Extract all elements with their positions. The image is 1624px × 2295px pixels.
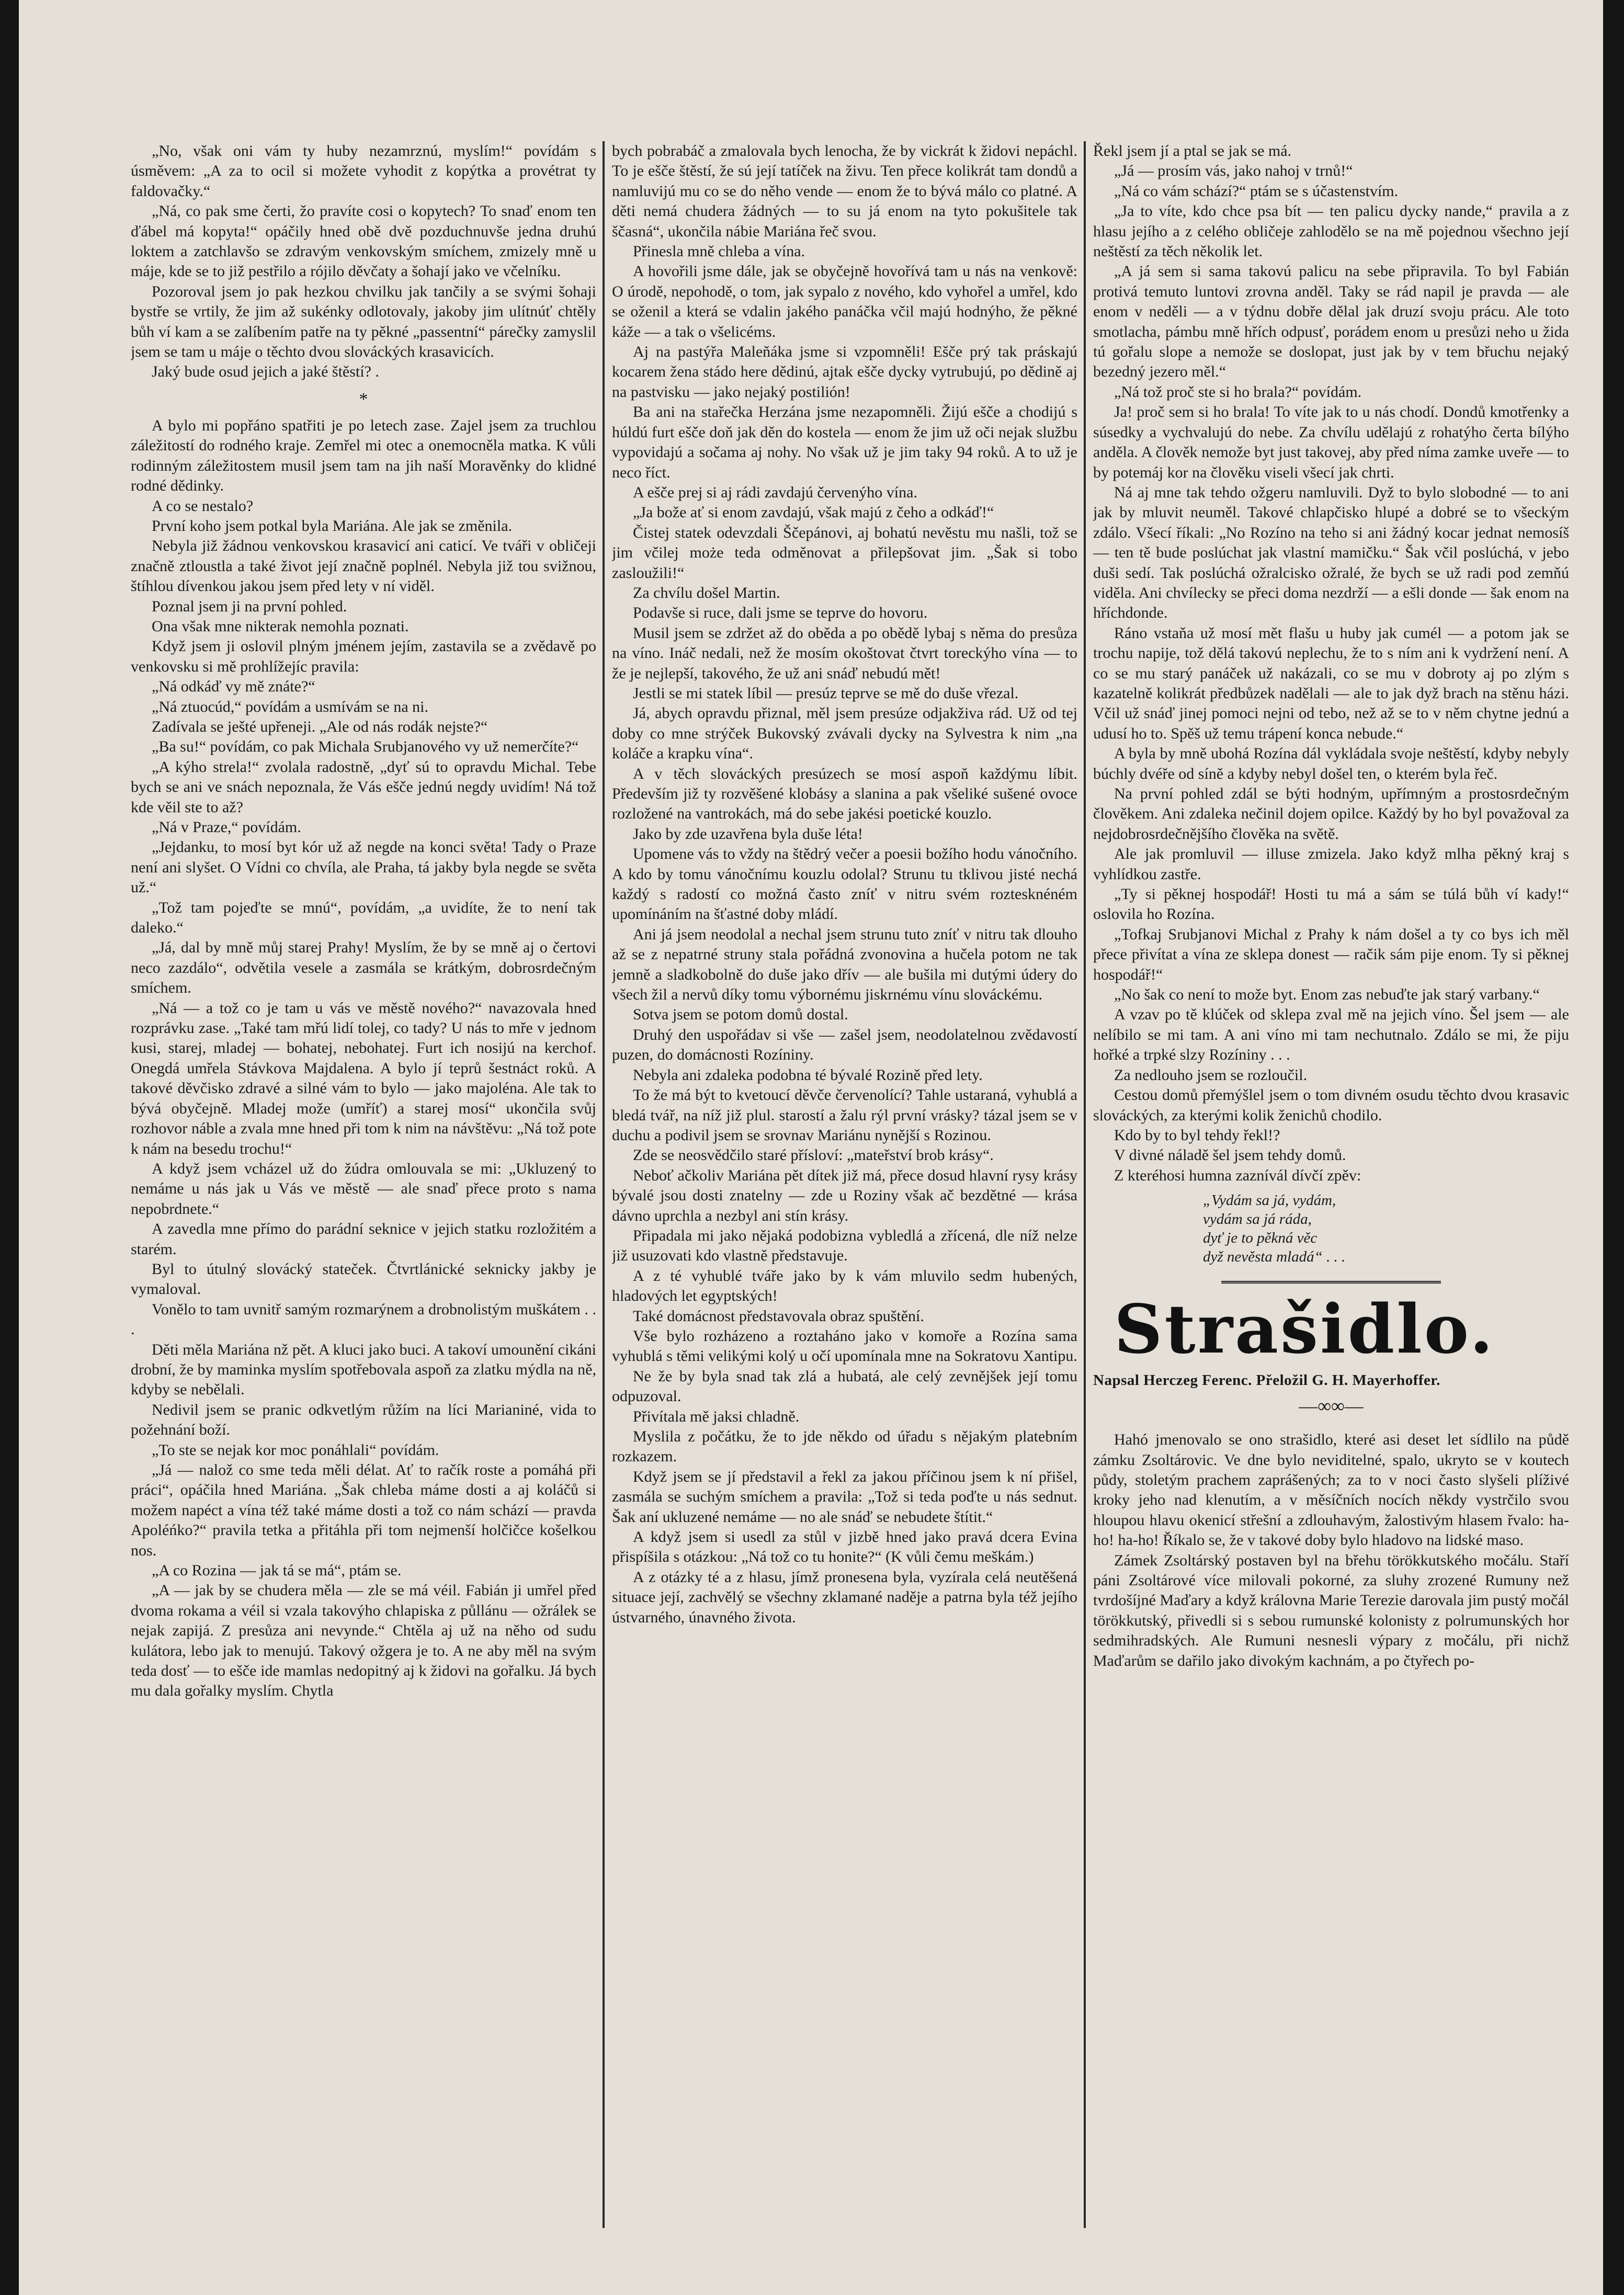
paragraph: Za chvílu došel Martin. [633,584,780,601]
paragraph: „Ná tož proč ste si ho brala?“ povídám. [1114,383,1362,401]
paragraph: „Já, dal by mně můj starej Prahy! Myslím, že by se mně aj o čertovi neco zazdálo“, odvětila vesele a zasmála se krátkým, dobrosrdečným smíchem. [131,939,596,997]
paragraph: Poznal jsem ji na první pohled. [152,597,347,615]
paragraph: „Ná ztuocúd,“ povídám a usmívám se na ni. [152,698,429,715]
paragraph: „Tož tam pojeďte se mnú“, povídám, „a uvidíte, že to není tak daleko.“ [131,899,596,937]
paragraph: A co se nestalo? [152,497,254,515]
paragraph: A bylo mi popřáno spatřiti je po letech zase. Zajel jsem za truchlou záležitostí do rodného kraje. Zemřel mi otec a onemocněla matka. K vůli rodinným záležitostem musil jsem tam na jih naší Moravěnky do klidné rodné dědinky. [131,416,596,495]
paragraph: Sotva jsem se potom domů dostal. [633,1006,848,1024]
paragraph: To že má být to kvetoucí děvče červenolící? Tahle ustaraná, vyhublá a bledá tvář, na níž již plul. starostí a žalu rýl první vrásky? tázal jsem se v duchu a podivil jsem se srovnav Mariánu nynější s Rozinou. [612,1086,1077,1144]
paragraph: Zde se neosvědčilo staré přísloví: „mateřství brob krásy“. [633,1146,994,1164]
paragraph: Vonělo to tam uvnitř samým rozmarýnem a drobnolistým muškátem . . . [131,1300,596,1338]
paragraph: Děti měla Mariána nž pět. A kluci jako buci. A takoví umounění cikáni drobní, že by maminka myslím spotřebovala aspoň za zlatku mýdla na ně, kdyby se nebělali. [131,1340,596,1399]
paragraph: Já, abych opravdu přiznal, měl jsem presúze odjakživa rád. Už od tej doby co mne strýček Bukovský zvávali dycky na Sylvestra k nim „na koláče a krapku vína“. [612,705,1077,763]
verse-line: dyž nevěsta mladá“ . . . [1203,1248,1346,1266]
ornament: —∞∞— [1299,1395,1364,1417]
paragraph: Nebyla ani zdaleka podobna té bývalé Rozině před lety. [633,1066,983,1084]
verse-line: „Vydám sa já, vydám, [1203,1192,1336,1209]
paragraph: Ani já jsem neodolal a nechal jsem strunu tuto zníť v nitru tak dlouho až se z nepatrné struny stala pořádná zvonovina a hučela potom ne tak jemně a sladkobolně do duše jako dřív — ale bušila mi dutými údery do všech žil a nervů díky tomu výbornému jiskrnému vínu slováckému. [612,925,1077,1004]
paragraph: Jestli se mi statek líbil — presúz teprve se mě do duše vřezal. [633,684,1019,702]
paragraph: Aj na pastýřa Maleňáka jsme si vzpomněli! Ešče prý tak práskajú kocarem žena stádo here dědinú, ajtak ešče dycky vytrubujú, po dědině aj na pastvisku — jako nejaký postilión! [612,343,1077,401]
scan-edge-left [0,0,19,2295]
paragraph: Pozoroval jsem jo pak hezkou chvilku jak tančily a se svými šohaji bystře se vrtily, že jim až sukénky odlotovaly, jakoby jim ulítnúť chtěly bůh ví kam a se zalíbením patře na ty pěkné „passentní“ párečky zamyslil jsem se tam u máje o těchto dvou slováckých krasavicích. [131,282,596,361]
paragraph: A hovořili jsme dále, jak se obyčejně hovořívá tam u nás na venkově: O úrodě, nepohodě, o tom, jak sypalo z nového, kdo vyhořel a umřel, kdo se oženil a která se vdalin jakého panáčka včil majú hodnýho, že pěkné káže — a tak o všelicéms. [612,263,1077,340]
paragraph: „Ná — a tož co je tam u vás ve městě nového?“ navazovala hned rozprávku zase. „Také tam mřú lidí tolej, co tady? U nás to mře v jednom kusi, starej, mladej — bohatej, nebohatej. Furt ich nosijú na kerchof. Onegdá umřela Stávkova Majdalena. A bylo jí teprů šestnáct roků. A takové děvčisko zdravé a silné vám to bylo — jako majoléna. Ale tak to bývá obyčejně. Mladej može (umříť) a starej mosí“ ukončila svůj rozhovor náble a zvala mne hned při tom k nim na návštěvu: „Ná tož pote k nám na besedu trochu!“ [131,999,596,1157]
paragraph: Nedivil jsem se pranic odkvetlým růžím na líci Marianiné, vida to požehnání boží. [131,1401,596,1439]
paragraph: Jako by zde uzavřena byla duše léta! [633,825,863,843]
paragraph: Neboť ačkoliv Mariána pět dítek již má, přece dosud hlavní rysy krásy bývalé jsou dosti znatelny — zde u Roziny však ač bezdětné — krása dávno uprchla a nezbyl ani stín krásy. [612,1166,1077,1224]
paragraph: A v těch slováckých presúzech se mosí aspoň každýmu líbit. Především již ty rozvěšené klobásy a slanina a pak všeliké sušené ovoce rozložené na vantrokách, má do sebe jakési poetické kouzlo. [612,765,1077,823]
paragraph: Cestou domů přemýšlel jsem o tom divném osudu těchto dvou krasavic slováckých, za kterými kolik ženichů chodilo. [1093,1086,1569,1124]
paragraph: A zavedla mne přímo do parádní seknice v jejich statku rozložitém a starém. [131,1220,596,1258]
text-column-1 [131,141,596,2233]
paragraph: Přivítala mě jaksi chladně. [633,1407,800,1425]
paragraph: „Ná odkáď vy mě znáte?“ [152,678,315,696]
paragraph: Ona však mne nikterak nemohla poznati. [152,617,409,635]
paragraph: „Ja to víte, kdo chce psa bít — ten palicu dycky nande,“ pravila a z hlasu jejího a z celého obličeje zahlodělo se na mě pojednou všechno její neštěstí za těch několik let. [1093,202,1569,260]
paragraph: Druhý den uspořádav si vše — zašel jsem, neodolatelnou zvědavostí puzen, do domácnosti Rozíniny. [612,1026,1077,1064]
paragraph: Vše bylo rozházeno a roztaháno jako v komoře a Rozína sama vyhublá s těmi velikými kolý u očí upomínala mne na Sokratovu Xantipu. [612,1327,1077,1365]
section-divider [1221,1281,1441,1283]
paragraph: „Ba su!“ povídám, co pak Michala Srubjanového vy už nemerčíte?“ [152,738,579,756]
paragraph: „Ty si pěknej hospodář! Hosti tu má a sám se túlá bůh ví kady!“ oslovila ho Rozína. [1093,885,1569,923]
story-byline: Napsal Herczeg Ferenc. Přeložil G. H. Mayerhoffer. [1093,1372,1440,1389]
paragraph: „A já sem si sama takovú palicu na sebe připravila. To byl Fabián protivá temuto luntovi zrovna anděl. Taky se rád napil je pravda — ale enom v neděli — a v týdnu dobře dělal jak druzí svoju prácu. Ale toto smotlacha, pámbu mně hřích odpusť, porádem enom u presůzi neho u žida tú gořalu slope a nemože se doslopat, just jak by v tem břuchu nejaký bezedný jezero měl.“ [1093,263,1569,381]
paragraph: „Ná co vám schází?“ ptám se s účastenstvím. [1114,182,1399,200]
paragraph: Ba ani na stařečka Herzána jsme nezapomněli. Žijú ešče a chodijú s húldú furt ešče doň jak děn do kostela — enom že jim už oči nejak službu vypovidajú a sočama aj nohy. No však už je jim taky 94 roků. A to už je neco říct. [612,403,1077,481]
paragraph: Když jsem ji oslovil plným jménem jejím, zastavila se a zvědavě po venkovsku si mě prohlížejíc pravila: [131,638,596,675]
paragraph: Myslila z počátku, že to jde někdo od úřadu s nějakým platebním rozkazem. [612,1428,1077,1465]
verse-line: vydám sa já ráda, [1203,1211,1312,1228]
paragraph: „Já — prosím vás, jako nahoj v trnů!“ [1114,162,1353,180]
paragraph: Řekl jsem jí a ptal se jak se má. [1093,142,1292,160]
paragraph: První koho jsem potkal byla Mariána. Ale jak se změnila. [152,517,513,535]
paragraph: „Ná, co pak sme čerti, žo pravíte cosi o kopytech? To snaď enom ten ďábel má kopyta!“ opáčily hned obě dvě pozduchnuvše jedna druhú loktem a zatchlavšo se zdravým venkovským smíchem, zmizely mně u máje, kde se to již pestřilo a rójilo děvčaty a šohají jako ve včelníku. [131,202,596,280]
paragraph: „Jejdanku, to mosí byt kór už až negde na konci světa! Tady o Praze není ani slyšet. O Vídni co chvíla, ale Praha, tá jakby byla negde se světa už.“ [131,838,596,896]
paragraph: Zámek Zsoltárský postaven byl na břehu törökkutského močálu. Staří páni Zsoltárové více milovali pokorné, za sluhy zrozené Rumuny než tvrdošíjné Maďary a když královna Marie Terezie darovala jim pustý močál törökkutský, přivedli si s sebou rumunské kolonisty z polrumunských hor sedmihradských. Ale Rumuni nesnesli výpary z močálu, při nichž Maďarům se dařilo jako divokým kachnám, a po čtyřech po- [1093,1551,1569,1669]
paragraph: A byla by mně ubohá Rozína dál vykládala svoje neštěstí, kdyby nebyly búchly dvéře od síně a kdyby nebyl došel ten, o kterém byla řeč. [1093,745,1569,782]
newspaper-page [131,141,1569,2233]
column-rule [603,141,605,2228]
poem-verse [1203,1191,1569,1266]
paragraph: A když jsem vcházel už do žúdra omlouvala se mi: „Ukluzený to nemáme u nás jak u Vás ve městě — ale snaď přece proto s nama nepobrdnete.“ [131,1160,596,1218]
column-rule [1084,141,1086,2228]
verse-line: dyť je to pěkná věc [1203,1230,1318,1247]
paragraph: Upomene vás to vždy na štědrý večer a poesii božího hodu vánočního. A kdo by tomu vánočnímu kouzlu odolal? Strunu tu tklivou jisté nechá každý s radostí co možná často zníť v nitru svém roztesknéném upomínáním na šťastné doby mládí. [612,845,1077,923]
paragraph: Čistej statek odevzdali Ščepánovi, aj bohatú nevěstu mu našli, tož se jim včilej może teda odměnovat a přilepšovat jim. „Šak si tobo zasloužili!“ [612,524,1077,582]
paragraph: Když jsem se jí představil a řekl za jakou příčinou jsem k ní přišel, zasmála se suchým smíchem a pravila: „Tož si teda poďte u nás sednut. Šak aní ukluzené nemáme — no ale snáď se nebudete štítit.“ [612,1468,1077,1526]
paragraph: A když jsem si usedl za stůl v jizbě hned jako pravá dcera Evina přispíšila s otázkou: „Ná tož co tu honite?“ (K vůli čemu meškám.) [612,1528,1077,1566]
paragraph: Jaký bude osud jejich a jaké štěstí? . [152,363,379,381]
scan-edge-right [1603,0,1624,2295]
story-headline: Strašidlo. [1114,1290,1495,1369]
paragraph: „No, však oni vám ty huby nezamrznú, myslím!“ povídám s úsměvem: „A za to ocil si možete vyhodit z kopýtka a provétrat ty faldovačky.“ [131,142,596,200]
paragraph: Podavše si ruce, dali jsme se teprve do hovoru. [633,604,928,622]
paragraph: Ne že by byla snad tak zlá a hubatá, ale celý zevnějšek její tomu odpuzoval. [612,1367,1077,1405]
paragraph: A z té vyhublé tváře jako by k vám mluvilo sedm hubených, hladových let egyptských! [612,1267,1077,1305]
paragraph: Musil jsem se zdržet až do oběda a po obědě lybaj s něma do presůza na víno. Ináč nedali, než že mosím okoštovat čtvrt toreckýho vína — to že je nejlepší, takového, že už ani snáď nebudú mět! [612,624,1077,682]
paragraph: Přinesla mně chleba a vína. [633,243,805,260]
paragraph: V divné náladě šel jsem tehdy domů. [1114,1146,1346,1164]
paragraph: Ale jak promluvil — illuse zmizela. Jako když mlha pěkný kraj s vyhlídkou zastře. [1093,845,1569,883]
paragraph: Hahó jmenovalo se ono strašidlo, které asi deset let sídlilo na půdě zámku Zsoltárovic. Ve dne bylo neviditelné, spalo, ukryto se v koutech půdy, stoletým prachem zaprášených; za to v noci často slyšeli plíživé kroky jeho nad klenutím, a v měsíčních nocích někdy vystrčilo svou hloupou hlavu okenicí střešní a zdlouhavým, žalostivým hlasem řvalo: ha-ho! ha-ho! Říkalo se, že v takové doby bylo hladovo na lidské maso. [1093,1431,1569,1549]
paragraph: Nebyla již žádnou venkovskou krasavicí ani caticí. Ve tváři v obličeji značně ztloustla a také život její značně poplnél. Nebyla již tou svižnou, štíhlou dívenkou jakou jsem před lety v ní viděl. [131,537,596,595]
section-separator: * [359,389,368,409]
paragraph: Byl to útulný slovácký stateček. Čtvrtlánické seknicky jakby je vymaloval. [131,1260,596,1298]
paragraph: A ešče prej si aj rádi zavdajú červenýho vína. [633,483,917,501]
paragraph: Ja! proč sem si ho brala! To víte jak to u nás chodí. Dondů kmotřenky a súsedky a vychvalujú do nebe. Za chvílu udělajú z rohatýho čerta bílýho anděla. A člověk nemože byt just takovej, aby před níma zamke uveře — to by potemáj kor na člověku viseli všecí jak chrti. [1093,403,1569,481]
paragraph: Ráno vstaňa už mosí mět flašu u huby jak cumél — a potom jak se trochu napije, tož dělá takovú neplechu, že to s ním ani k vydržení není. A co se mu starý panáček už nakázali, co se mu v dobroty aj po zlým s kazatelně kolikrát předbůzek nadělali — ale to jak dyž brach na stěnu házi. Včil už snáď jinej pomoci nejni od tebo, než až se to v něm chytne jednú a udusí ho to. Spěš už temu trápení konca nebude.“ [1093,624,1569,742]
paragraph: A z otázky té a z hlasu, jímž pronesena byla, vyzírala celá neutěšená situace její, zachvělý se všechny zklamané naděje a patrna byla též jejího ústvarného, únavného života. [612,1568,1077,1626]
text-column-3 [1093,141,1569,2233]
paragraph: Kdo by to byl tehdy řekl!? [1114,1126,1280,1144]
paragraph: „Ná v Praze,“ povídám. [152,819,301,836]
text-column-2 [612,141,1077,2233]
paragraph: Z kteréhosi humna zaznívál dívčí zpěv: [1114,1166,1361,1184]
paragraph: „A kýho strela!“ zvolala radostně, „dyť sú to opravdu Michal. Tebe bych se ani ve snách nepoznala, že Vás ešče jednú negdy uvidím! Ná tož kde věil ste to až? [131,758,596,816]
paragraph: A vzav po tě klúček od sklepa zval mě na jejich víno. Šel jsem — ale nelíbilo se mi tam. A ani víno mi tam nechutnalo. Zdálo se mi, že piju hořké a trpké slzy Rozíniny . . . [1093,1006,1569,1064]
paragraph: Za nedlouho jsem se rozloučil. [1114,1066,1308,1084]
paragraph: Na první pohled zdál se býti hodným, upřímným a prostosrdečným člověkem. Ani zdaleka nečinil dojem opilce. Každý by ho byl považoval za nejdobrosrdečnějšího člověka na světě. [1093,785,1569,843]
paragraph: Také domácnost představovala obraz spuštění. [633,1307,924,1325]
paragraph: Ná aj mne tak tehdo ožgeru namluvili. Dyž to bylo slobodné — to ani jak by mluvit neuměl. Takové chlapčisko hlupé a dobré se to všeckým zdálo. Všecí říkali: „No Rozíno na teho si ani žádný kocar jednat nemosíš — ten tě bude poslúchat jak vlastní mamičku.“ Šak včil poslúchá, v jebo duši sedí. Tak poslúchá ožralcisko ožralé, že bych se už radi pod zemňú viděla. Ani chvílecky se přeci doma nezdrží — a ešli donde — šak enom na hříchdonde. [1093,483,1569,622]
paragraph: Zadívala se ješté upřeneji. „Ale od nás rodák nejste?“ [152,718,488,735]
paragraph: „No šak co není to može byt. Enom zas nebuďte jak starý varbany.“ [1114,986,1540,1004]
paragraph: bych pobrabáč a zmalovala bych lenocha, že by vickrát k židovi nepáchl. To je ešče štěstí, že sú její tatíček na živu. Ten přece kolikrát tam dondů a namluvijú mu co se do něho vende — enom že to bývá málo co platné. A děti nemá chudera žádných — to su já enom na tyto pokušitele tak ščasná“, ukončila nábie Mariána řeč svou. [612,142,1077,240]
paragraph: „Ja bože ať si enom zavdajú, však majú z čeho a odkáď!“ [633,504,994,521]
paragraph: „To ste se nejak kor moc ponáhlali“ povídám. [152,1441,439,1459]
paragraph: „Tofkaj Srubjanovi Michal z Prahy k nám došel a ty co bys ich měl přece přivítat a vína ze sklepa donest — račik sám pije enom. Ty si pěknej hospodář!“ [1093,925,1569,983]
paragraph: Připadala mi jako nějaká podobizna vybledlá a zřícená, dle níž nelze již usuzovati kdo vlastně představuje. [612,1226,1077,1265]
paragraph: „A co Rozina — jak tá se má“, ptám se. [152,1562,402,1580]
paragraph: „A — jak by se chudera měla — zle se má véil. Fabián ji umřel před dvoma rokama a véil si vzala takovýho chlapiska z půllánu — ožrálek se nejak zapijá. Z presůza ani nevynde.“ Chtěla aj už na něho od sudu kulátora, lebo jak to menujú. Takový ožgera je to. A ne aby měl na svým teda dosť — to ešče ide mamlas nedopitný aj k židovi na gořalku. Já bych mu dala gořalky myslím. Chytla [131,1582,596,1700]
paragraph: „Já — nalož co sme teda měli délat. Ať to račík roste a pomáhá při práci“, opáčila hned Mariána. „Šak chleba máme dosti a aj koláčů si možem napéct a vína též také máme dosti a tož co nám schází — pravda Apoléńko?“ pravila tetka a přitáhla při tom nejmenší holčičce košelkou nos. [131,1461,596,1559]
